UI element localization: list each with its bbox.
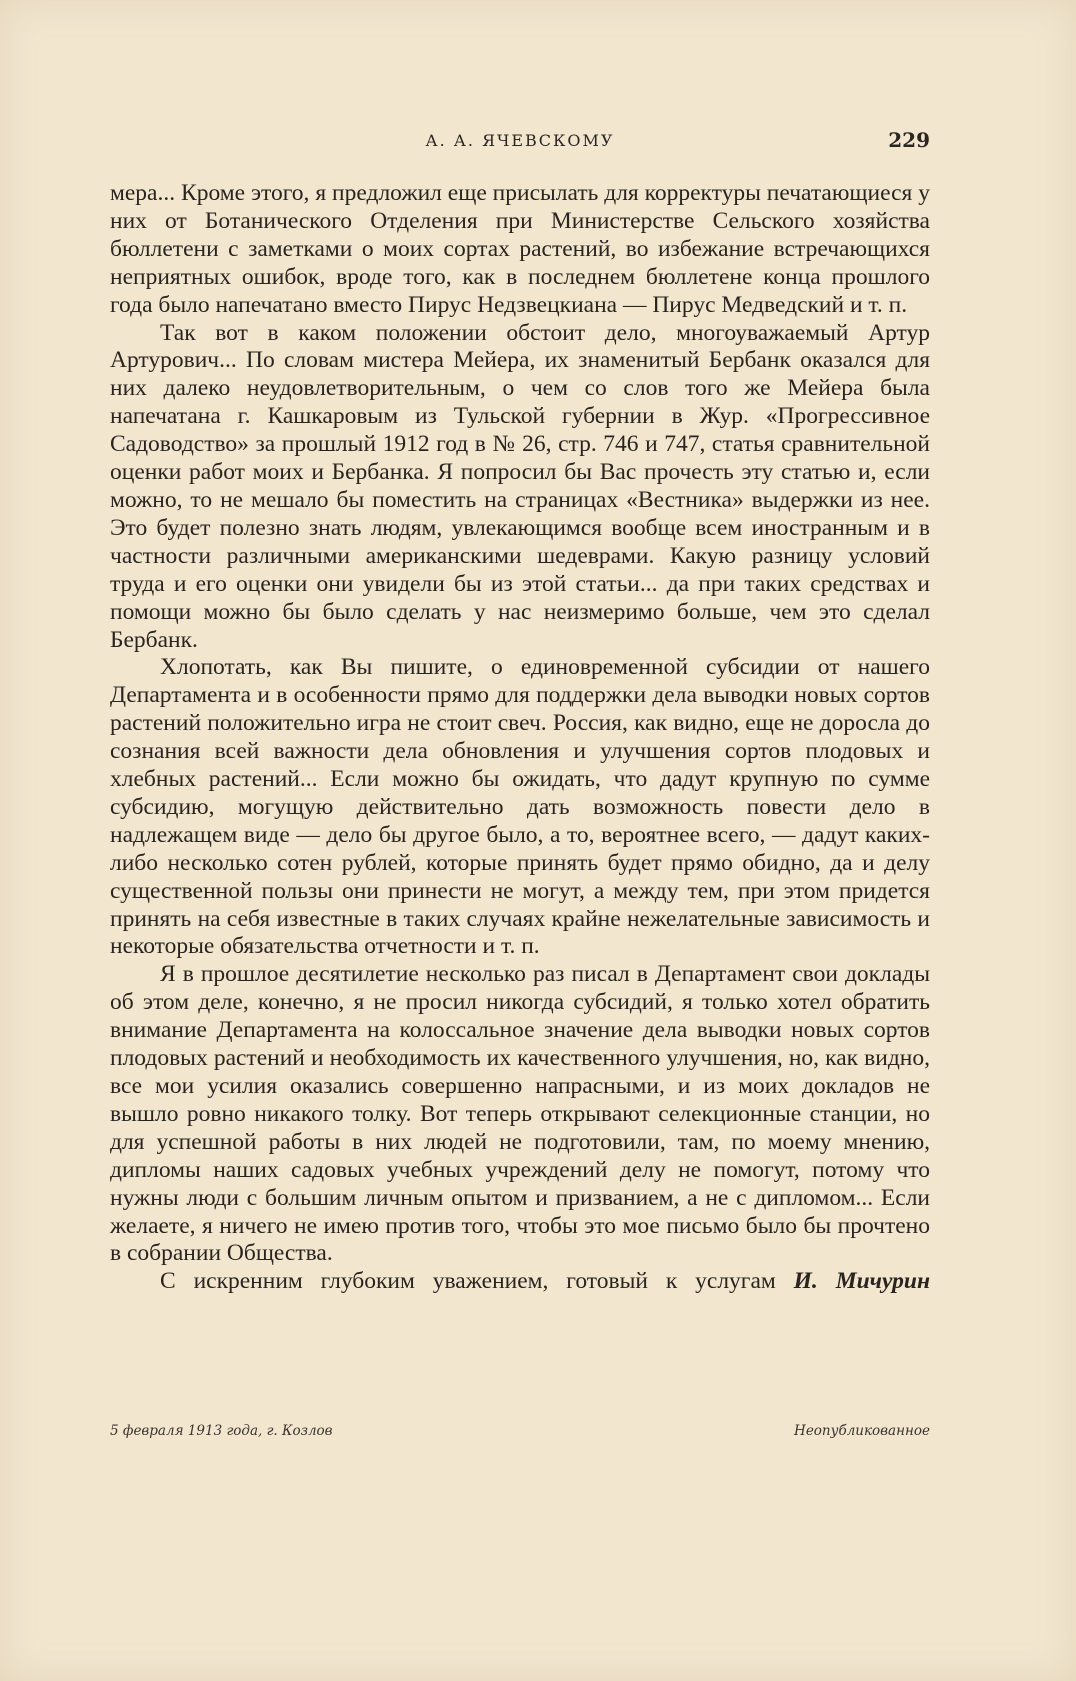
date-place: 5 февраля 1913 года, г. Козлов — [110, 1423, 333, 1439]
page-number: 229 — [888, 128, 930, 152]
closing-line — [110, 1268, 930, 1296]
paragraph: Я в прошлое десятилетие несколько раз писал в Департамент свои доклады об этом деле, конечно, я не просил никогда субсидий, я только хотел обратить внимание Департамента на колоссальное значение дела выводки новых сортов плодовых растений и необходимость их качественного улучшения, но, как видно, все мои усилия оказались совершенно напрасными, и из моих докладов не вышло ровно никакого толку. Вот теперь открывают селекционные станции, но для успешной работы в них людей не подготовили, там, по моему мнению, дипломы наших садовых учебных учреждений делу не помогут, потому что нужны люди с большим личным опытом и призванием, а не с дипломом... Если желаете, я ничего не имею против того, чтобы это мое письмо было бы прочтено в собрании Общества. — [110, 961, 930, 1267]
paragraph: Так вот в каком положении обстоит дело, многоуважаемый Артур Артурович... По словам мистера Мейера, их знаменитый Бербанк оказался для них далеко неудовлетворительным, о чем со слов того же Мейера была напечатана г. Кашкаровым из Тульской губернии в Жур. «Прогрессивное Садоводство» за прошлый 1912 год в № 26, стр. 746 и 747, статья сравнительной оценки работ моих и Бербанка. Я попросил бы Вас прочесть эту статью и, если можно, то не мешало бы поместить на страницах «Вестника» выдержки из нее. Это будет полезно знать людям, увлекающимся вообще всем иностранным и в частности различными американскими шедеврами. Какую разницу условий труда и его оценки они увидели бы из этой статьи... да при таких средствах и помощи можно бы было сделать у нас неизмеримо больше, чем это сделал Бербанк. — [110, 319, 930, 653]
footer — [110, 1423, 930, 1443]
signature: И. Мичурин — [793, 1268, 930, 1295]
running-title: А. А. ЯЧЕВСКОМУ — [425, 131, 615, 150]
paragraph: Хлопотать, как Вы пишите, о единовременной субсидии от нашего Департамента и в особенности прямо для поддержки дела выводки новых сортов растений положительно игра не стоит свеч. Россия, как видно, еще не доросла до сознания всей важности дела обновления и улучшения сортов плодовых и хлебных растений... Если можно бы ожидать, что дадут крупную по сумме субсидию, могущую действительно дать возможность повести дело в надлежащем виде — дело бы другое было, а то, вероятнее всего, — дадут каких-либо несколько сотен рублей, которые принять будет прямо обидно, да и делу существенной пользы они принести не могут, а между тем, при этом придется принять на себя известные в таких случаях крайне нежелательные зависимость и некоторые обязательства отчетности и т. п. — [110, 654, 930, 960]
running-header — [110, 128, 930, 154]
paragraph-continuation: мера... Кроме этого, я предложил еще присылать для корректуры печатающиеся у них от Ботанического Отделения при Министерстве Сельского хозяйства бюллетени с заметками о моих сортах растений, во избежание встречающихся неприятных ошибок, вроде того, как в последнем бюллетене конца прошлого года было напечатано вместо Пирус Недзвецкиана — Пирус Медведский и т. п. — [110, 180, 930, 318]
publication-note: Неопубликованное — [794, 1423, 930, 1439]
letter-body — [110, 180, 930, 1296]
closing-text: С искренним глубоким уважением, готовый к услугам — [160, 1268, 776, 1295]
